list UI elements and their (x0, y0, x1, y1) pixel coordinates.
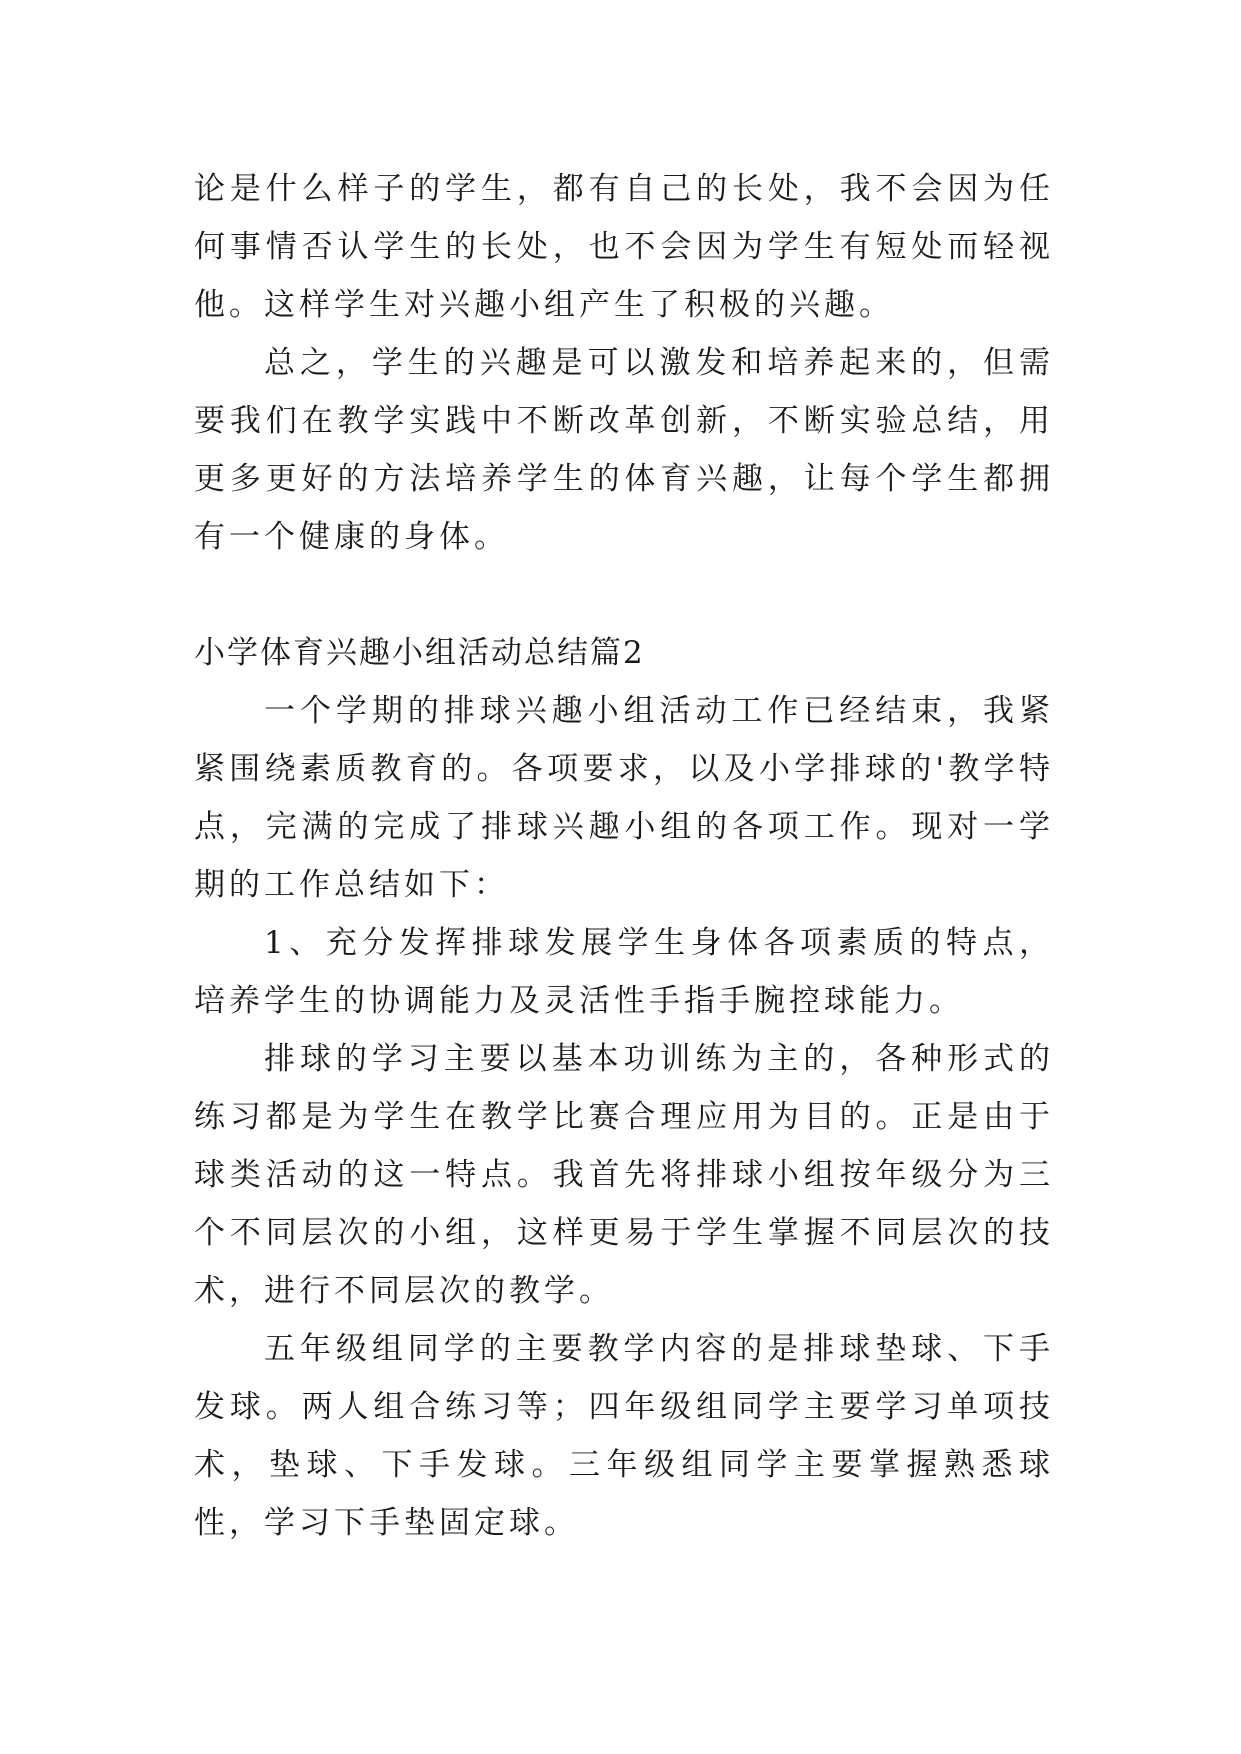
paragraph-grades: 五年级组同学的主要教学内容的是排球垫球、下手发球。两人组合练习等；四年级组同学主要学习单项技术，垫球、下手发球。三年级组同学主要掌握熟悉球性，学习下手垫固定球。 (194, 1331, 1054, 1541)
paragraph-point-1: 1、充分发挥排球发展学生身体各项素质的特点，培养学生的协调能力及灵活性手指手腕控球能力。 (194, 925, 1054, 1019)
section-heading: 小学体育兴趣小组活动总结篇2 (194, 635, 645, 671)
paragraph-training: 排球的学习主要以基本功训练为主的，各种形式的练习都是为学生在教学比赛合理应用为目的。正是由于球类活动的这一特点。我首先将排球小组按年级分为三个不同层次的小组，这样更易于学生掌握不同层次的技术，进行不同层次的教学。 (194, 1041, 1054, 1309)
paragraph-intro: 一个学期的排球兴趣小组活动工作已经结束，我紧紧围绕素质教育的。各项要求，以及小学排球的'教学特点，完满的完成了排球兴趣小组的各项工作。现对一学期的工作总结如下： (194, 693, 1054, 903)
document-body (194, 160, 1054, 1552)
paragraph-continued: 论是什么样子的学生，都有自己的长处，我不会因为任何事情否认学生的长处，也不会因为学生有短处而轻视他。这样学生对兴趣小组产生了积极的兴趣。 (194, 171, 1054, 323)
paragraph-conclusion: 总之，学生的兴趣是可以激发和培养起来的，但需要我们在教学实践中不断改革创新，不断实验总结，用更多更好的方法培养学生的体育兴趣，让每个学生都拥有一个健康的身体。 (194, 345, 1054, 555)
section-spacer (194, 566, 1054, 624)
